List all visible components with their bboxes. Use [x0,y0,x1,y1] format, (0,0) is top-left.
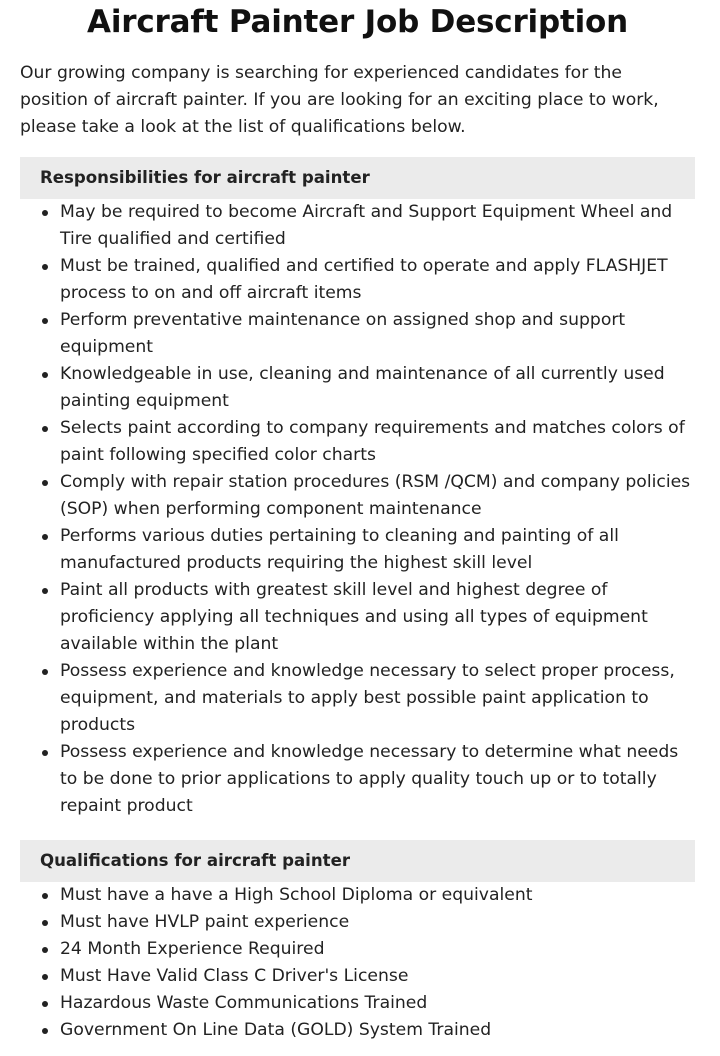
list-item: Paint all products with greatest skill level and highest degree of proficiency applying all techniques and using all types of equipment available within the plant [60,577,695,658]
list-item: Possess experience and knowledge necessary to select proper process, equipment, and materials to apply best possible paint application to products [60,658,695,739]
list-item: Must be trained, qualified and certified to operate and apply FLASHJET process to on and off aircraft items [60,253,695,307]
list-item: Selects paint according to company requirements and matches colors of paint following specified color charts [60,415,695,469]
list-item: Must have a have a High School Diploma or equivalent [60,882,695,909]
list-item: Hazardous Waste Communications Trained [60,990,695,1017]
list-item: Perform preventative maintenance on assigned shop and support equipment [60,307,695,361]
list-item: Knowledgeable in use, cleaning and maintenance of all currently used painting equipment [60,361,695,415]
list-item: May be required to become Aircraft and Support Equipment Wheel and Tire qualified and certified [60,199,695,253]
responsibilities-list [20,199,695,820]
list-item: Government On Line Data (GOLD) System Trained [60,1017,695,1044]
list-item: 24 Month Experience Required [60,936,695,963]
list-item: Performs various duties pertaining to cleaning and painting of all manufactured products requiring the highest skill level [60,523,695,577]
qualifications-heading: Qualifications for aircraft painter [20,840,695,882]
list-item: Must Have Valid Class C Driver's License [60,963,695,990]
intro-paragraph: Our growing company is searching for experienced candidates for the position of aircraft painter. If you are looking for an exciting place to work, please take a look at the list of qualifications below. [20,63,659,137]
qualifications-list [20,882,695,1044]
list-item: Comply with repair station procedures (RSM /QCM) and company policies (SOP) when performing component maintenance [60,469,695,523]
list-item: Possess experience and knowledge necessary to determine what needs to be done to prior applications to apply quality touch up or to totally repaint product [60,739,695,820]
responsibilities-heading: Responsibilities for aircraft painter [20,157,695,199]
page-title: Aircraft Painter Job Description [87,4,628,40]
list-item: Must have HVLP paint experience [60,909,695,936]
